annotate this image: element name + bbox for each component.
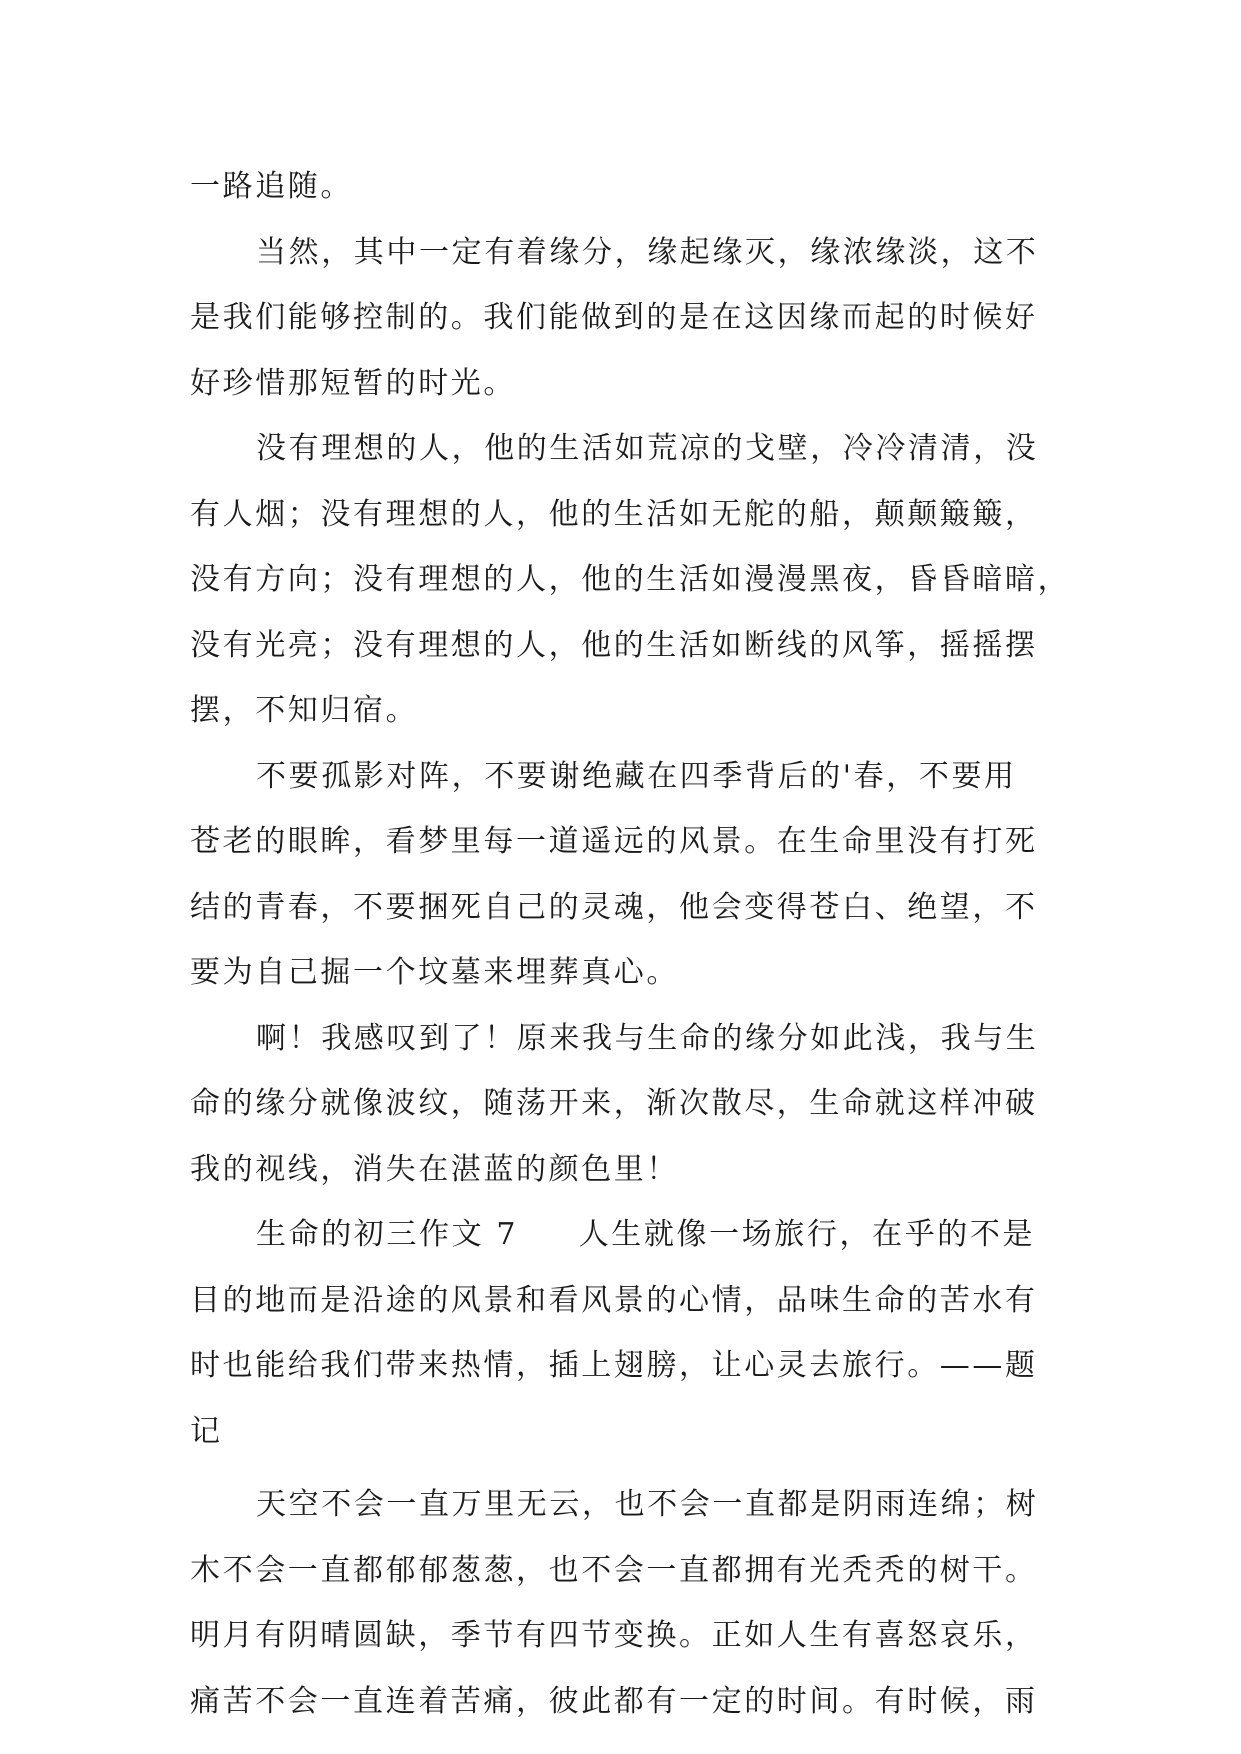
text-line: 我的视线，消失在湛蓝的颜色里！ [190,1151,679,1187]
text-line: 命的缘分就像波纹，随荡开来，渐次散尽，生命就这样冲破 [190,1086,1038,1121]
text-line: 要为自己掘一个坟墓来埋葬真心。 [190,955,679,990]
text-line: 好珍惜那短暂的时光。 [190,365,516,401]
paragraph-gap [190,1464,1060,1472]
text-line: 结的青春，不要捆死自己的灵魂，他会变得苍白、绝望，不 [190,889,1038,925]
text-line: 没有方向；没有理想的人，他的生活如漫漫黑夜，昏昏暗暗， [190,562,1071,597]
text-line: 摆，不知归宿。 [190,693,419,728]
text-line: 痛苦不会一直连着苦痛，彼此都有一定的时间。有时候，雨 [190,1683,1038,1719]
text-line: 不要孤影对阵，不要谢绝藏在四季背后的'春，不要用 [256,758,1017,794]
text-line: 是我们能够控制的。我们能做到的是在这因缘而起的时候好 [190,300,1038,335]
document-body [190,154,1071,1734]
text-line: 有人烟；没有理想的人，他的生活如无舵的船，颠颠簸簸， [190,496,1038,532]
text-line: 明月有阴晴圆缺，季节有四节变换。正如人生有喜怒哀乐， [190,1618,1038,1653]
text-line: 苍老的眼眸，看梦里每一道遥远的风景。在生命里没有打死 [190,824,1038,859]
text-line: 目的地而是沿途的风景和看风景的心情，品味生命的苦水有 [190,1282,1038,1318]
text-line: 没有光亮；没有理想的人，他的生活如断线的风筝，摇摇摆 [190,627,1038,663]
text-line: 啊！我感叹到了！原来我与生命的缘分如此浅，我与生 [256,1020,1039,1056]
text-line: 时也能给我们带来热情，插上翅膀，让心灵去旅行。——题 [190,1348,1038,1383]
text-line: 一路追随。 [190,169,353,204]
text-line: 木不会一直都郁郁葱葱，也不会一直都拥有光秃秃的树干。 [190,1552,1038,1588]
text-line: 记 [190,1413,223,1449]
text-line: 生命的初三作文 7 人生就像一场旅行，在乎的不是 [256,1217,1036,1252]
text-line: 天空不会一直万里无云，也不会一直都是阴雨连绵；树 [256,1487,1039,1522]
text-line: 当然，其中一定有着缘分，缘起缘灭，缘浓缘淡，这不 [256,234,1039,270]
text-line: 没有理想的人，他的生活如荒凉的戈壁，冷冷清清，没 [256,431,1039,466]
